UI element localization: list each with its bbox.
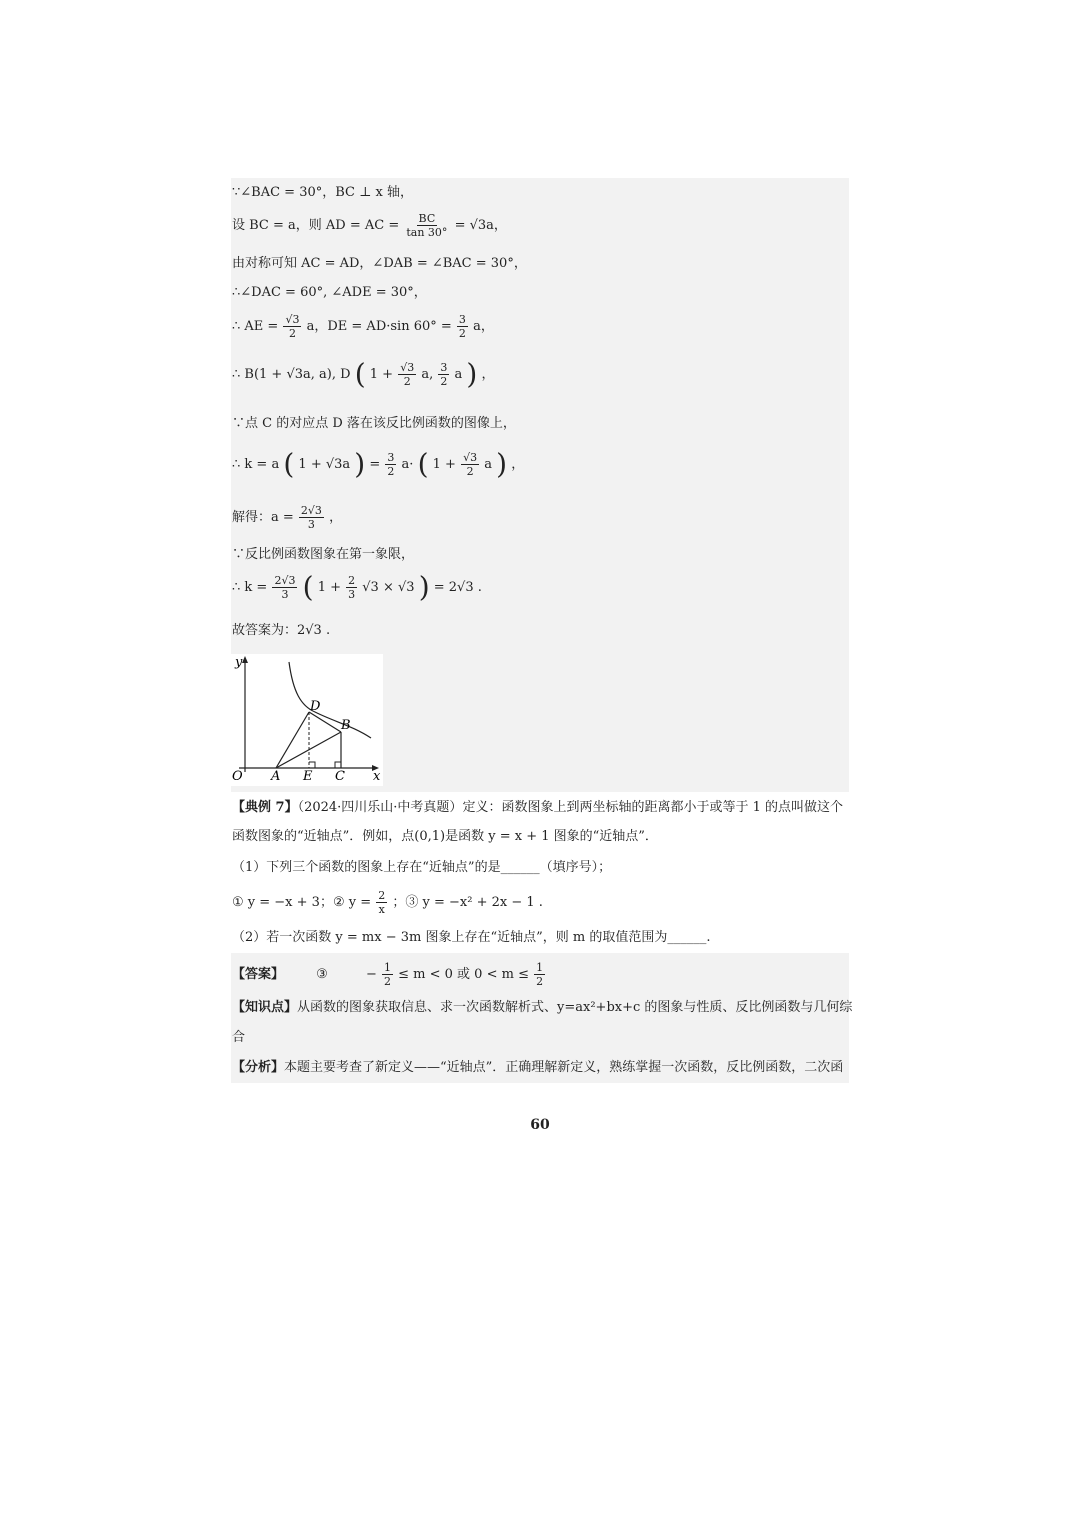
solution-line-10: ∵反比例函数图象在第一象限， bbox=[232, 547, 415, 562]
text: a, bbox=[421, 367, 438, 382]
answer-tag: 【答案】 bbox=[232, 967, 285, 982]
solution-line-12: 故答案为：2√3 . bbox=[232, 623, 331, 638]
text: − bbox=[365, 967, 377, 982]
numerator: 3 bbox=[387, 451, 395, 464]
text: a bbox=[454, 367, 463, 382]
numerator: √3 bbox=[400, 361, 415, 374]
example-tag: 【典例 7】 bbox=[232, 800, 298, 815]
text: ∴ B(1 + √3a, a), D bbox=[232, 367, 351, 382]
text: a，DE = AD·sin 60° = bbox=[306, 319, 456, 334]
numerator: 1 bbox=[536, 961, 544, 974]
fraction bbox=[346, 575, 357, 600]
knowledge-tag: 【知识点】 bbox=[232, 1000, 298, 1015]
page-number: 60 bbox=[530, 1117, 550, 1133]
solution-line-3: 由对称可知 AC = AD，∠DAB = ∠BAC = 30°， bbox=[232, 256, 527, 271]
text: 1 + bbox=[369, 367, 398, 382]
text: ∴ AE = bbox=[232, 319, 283, 334]
denominator: 3 bbox=[348, 588, 356, 601]
text: = 2√3 . bbox=[433, 580, 482, 595]
knowledge-line-1 bbox=[232, 1000, 852, 1016]
example-source: （2024·四川乐山·中考真题） bbox=[297, 800, 463, 815]
label-B: B bbox=[341, 718, 351, 733]
text: ， bbox=[481, 367, 495, 382]
text: 解得：a = bbox=[232, 510, 298, 525]
denominator: tan 30° bbox=[406, 226, 448, 239]
numerator: √3 bbox=[285, 313, 300, 326]
knowledge-text: 从函数的图象获取信息、求一次函数解析式、y=ax²+bx+c 的图象与性质、反比例函数与几何综 bbox=[297, 1000, 853, 1015]
solution-line-5 bbox=[232, 314, 494, 339]
label-D: D bbox=[310, 699, 321, 714]
label-E: E bbox=[303, 769, 313, 784]
right-paren: ) bbox=[466, 357, 478, 391]
label-y: y bbox=[235, 655, 243, 670]
answer-part2 bbox=[365, 961, 546, 988]
fraction bbox=[376, 890, 387, 915]
numerator: 2 bbox=[378, 889, 386, 902]
denominator: 2 bbox=[288, 327, 296, 340]
denominator: 2 bbox=[384, 975, 391, 988]
text: = √3a， bbox=[454, 218, 507, 233]
numerator: 3 bbox=[458, 313, 466, 326]
analysis-text: 本题主要考查了新定义——“近轴点”．正确理解新定义，熟练掌握一次函数，反比例函数，二次函 bbox=[284, 1060, 844, 1075]
numerator: √3 bbox=[463, 451, 478, 464]
text: 1 + √3a bbox=[298, 457, 351, 472]
fraction bbox=[438, 362, 449, 387]
fraction bbox=[283, 314, 301, 339]
fraction bbox=[457, 314, 468, 339]
solution-line-9 bbox=[232, 505, 342, 530]
denominator: 2 bbox=[466, 465, 474, 478]
question-1-options bbox=[232, 890, 543, 915]
numerator: 2 bbox=[348, 574, 356, 587]
knowledge-line-2: 合 bbox=[232, 1030, 246, 1045]
right-paren: ) bbox=[496, 447, 508, 481]
segment-DB bbox=[309, 712, 341, 732]
geometry-figure bbox=[231, 654, 383, 786]
fraction bbox=[299, 505, 324, 530]
denominator: 3 bbox=[281, 588, 289, 601]
solution-line-7: ∵点 C 的对应点 D 落在该反比例函数的图像上， bbox=[232, 416, 516, 431]
text: a· bbox=[401, 457, 414, 472]
fraction bbox=[398, 362, 416, 387]
solution-line-11 bbox=[232, 570, 482, 604]
denominator: 2 bbox=[387, 465, 395, 478]
example-line-2: 函数图象的“近轴点”．例如，点(0,1)是函数 y = x + 1 图象的“近轴点”． bbox=[232, 829, 658, 844]
denominator: 2 bbox=[458, 327, 466, 340]
numerator: 3 bbox=[440, 361, 448, 374]
left-paren: ( bbox=[302, 570, 314, 604]
label-O: O bbox=[232, 769, 243, 784]
text: ① y = −x + 3；② y = bbox=[232, 895, 376, 910]
answer-part1: ③ bbox=[316, 967, 328, 982]
fraction bbox=[385, 452, 396, 477]
numerator: 1 bbox=[384, 961, 391, 974]
right-angle-C bbox=[335, 762, 341, 768]
label-A: A bbox=[271, 769, 281, 784]
solution-line-2 bbox=[232, 213, 507, 238]
analysis-line bbox=[232, 1060, 843, 1076]
numerator: 2√3 bbox=[300, 504, 322, 517]
fraction bbox=[534, 962, 545, 987]
denominator: 2 bbox=[440, 375, 448, 388]
text: ∴ k = a bbox=[232, 457, 280, 472]
left-paren: ( bbox=[354, 357, 366, 391]
text: ∴ k = bbox=[232, 580, 272, 595]
denominator: 3 bbox=[307, 518, 315, 531]
analysis-tag: 【分析】 bbox=[232, 1060, 285, 1075]
label-x: x bbox=[373, 769, 381, 784]
right-paren: ) bbox=[418, 570, 430, 604]
solution-line-8 bbox=[232, 447, 525, 481]
solution-line-4: ∴∠DAC = 60°, ∠ADE = 30°， bbox=[232, 285, 427, 300]
text: a， bbox=[473, 319, 494, 334]
text: ；③ y = −x² + 2x − 1 . bbox=[392, 895, 543, 910]
hyperbola-curve bbox=[289, 662, 371, 738]
fraction bbox=[272, 575, 297, 600]
right-angle-E bbox=[309, 762, 315, 768]
question-2: （2）若一次函数 y = mx − 3m 图象上存在“近轴点”，则 m 的取值范围为______. bbox=[232, 930, 711, 945]
text: 设 BC = a，则 AD = AC = bbox=[232, 218, 404, 233]
left-paren: ( bbox=[283, 447, 295, 481]
numerator: 2√3 bbox=[274, 574, 296, 587]
text: ≤ m < 0 或 0 < m ≤ bbox=[398, 967, 534, 982]
figure-svg bbox=[231, 654, 383, 786]
text: a bbox=[484, 457, 493, 472]
denominator: 2 bbox=[403, 375, 411, 388]
solution-line-1: ∵∠BAC = 30°，BC ⊥ x 轴， bbox=[232, 185, 413, 200]
numerator: BC bbox=[418, 212, 436, 225]
left-paren: ( bbox=[417, 447, 429, 481]
text: 1 + bbox=[432, 457, 461, 472]
answer-line bbox=[232, 962, 546, 987]
question-1: （1）下列三个函数的图象上存在“近轴点”的是______（填序号）； bbox=[232, 860, 612, 875]
example-line-1 bbox=[232, 800, 843, 816]
solution-line-6 bbox=[232, 357, 495, 391]
text: 1 + bbox=[317, 580, 346, 595]
example-text: 定义：函数图象上到两坐标轴的距离都小于或等于 1 的点叫做这个 bbox=[462, 800, 843, 815]
segment-AD bbox=[276, 712, 309, 768]
denominator: 2 bbox=[536, 975, 544, 988]
fraction bbox=[382, 962, 393, 987]
text: ， bbox=[329, 510, 343, 525]
fraction bbox=[404, 213, 449, 238]
text: ， bbox=[511, 457, 525, 472]
fraction bbox=[461, 452, 479, 477]
denominator: x bbox=[378, 903, 385, 916]
y-axis-arrow bbox=[242, 656, 248, 663]
right-paren: ) bbox=[354, 447, 366, 481]
text: √3 × √3 bbox=[362, 580, 415, 595]
text: = bbox=[369, 457, 385, 472]
label-C: C bbox=[335, 769, 345, 784]
